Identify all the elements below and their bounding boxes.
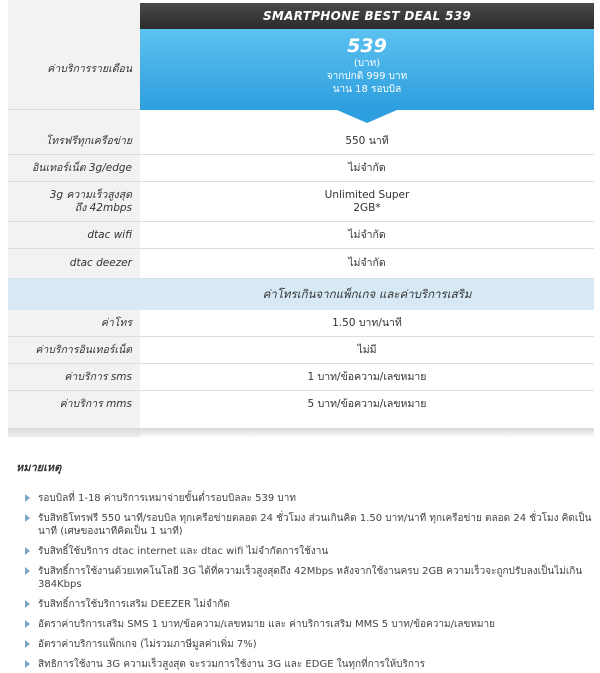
extra-row [8,310,594,337]
extra-row [8,391,594,418]
feature-row [8,249,594,279]
note-text: รับสิทธิ์การใช้บริการเสริม DEEZER ไม่จำกัด [38,599,230,610]
note-item [16,512,596,538]
extra-value: 5 บาท/ข้อความ/เลขหมาย [307,398,427,410]
note-item [16,565,596,591]
bullet-arrow-icon [25,494,30,502]
feature-label: 3g ความเร็วสูงสุดถึง 42mbps [8,182,140,221]
price-value: 539 [347,35,387,57]
note-item [16,658,596,671]
extra-row [8,364,594,391]
bullet-arrow-icon [25,620,30,628]
bullet-arrow-icon [25,660,30,668]
feature-value: Unlimited Super 2GB* [324,188,410,214]
price-unit: (บาท) [353,58,381,69]
note-text: สิทธิการใช้งาน 3G ความเร็วสูงสุด จะรวมการใช้งาน 3G และ EDGE ในทุกที่การให้บริการ [38,659,425,670]
feature-value: ไม่จำกัด [348,228,386,241]
feature-row [8,155,594,182]
price-pointer-arrow [337,110,397,123]
feature-label: โทรฟรีทุกเครือข่าย [8,128,140,154]
extra-label: ค่าโทร [8,310,140,336]
extra-charges-header: ค่าโทรเกินจากแพ็กเกจ และค่าบริการเสริม [8,279,594,310]
feature-row [8,182,594,222]
regular-price: จากปกติ 999 บาท [326,71,408,82]
extra-value: ไม่มี [357,343,377,356]
note-text: รับสิทธิ์ใช้บริการ dtac internet และ dtac wifi ไม่จำกัดการใช้งาน [38,546,329,557]
feature-label: dtac wifi [8,222,140,248]
feature-value: ไม่จำกัด [348,257,386,269]
bullet-arrow-icon [25,547,30,555]
table-shadow [8,428,594,438]
note-text: อัตราค่าบริการแพ็กเกจ (ไม่รวมภาษีมูลค่าเพิ่ม 7%) [38,639,257,650]
price-box [140,29,594,110]
feature-value: 550 นาที [345,134,389,147]
notes-title: หมายเหตุ [16,461,62,474]
notes-section [16,458,596,673]
extra-value: 1.50 บาท/นาที [332,316,402,329]
extra-value: 1 บาท/ข้อความ/เลขหมาย [307,370,427,383]
package-table [8,0,594,437]
extra-row [8,337,594,364]
note-item [16,618,596,631]
bullet-arrow-icon [25,567,30,575]
extra-label: ค่าบริการอินเทอร์เน็ต [8,337,140,363]
feature-label: อินเทอร์เน็ต 3g/edge [8,155,140,181]
feature-row [8,128,594,155]
bullet-arrow-icon [25,640,30,648]
note-item [16,545,596,558]
note-item [16,598,596,611]
note-item [16,638,596,651]
feature-label: dtac deezer [8,249,140,278]
note-text: รับสิทธิโทรฟรี 550 นาที/รอบบิล ทุกเครือข่ายตลอด 24 ชั่วโมง ส่วนเกินคิด 1.50 บาท/นาที ทุกเครือข่าย ตลอด 24 ชั่วโมง คิดเป็นนาที (เศษของนาทีคิดเป็น 1 นาที) [38,513,592,537]
extra-label: ค่าบริการ sms [8,364,140,390]
extra-label: ค่าบริการ mms [8,391,140,418]
note-text: รอบบิลที่ 1-18 ค่าบริการเหมาจ่ายขั้นต่ำรอบบิลละ 539 บาท [38,493,296,504]
feature-value: ไม่จำกัด [348,161,386,174]
package-name-header: SMARTPHONE BEST DEAL 539 [140,3,594,29]
note-text: อัตราค่าบริการเสริม SMS 1 บาท/ข้อความ/เลขหมาย และ ค่าบริการเสริม MMS 5 บาท/ข้อความ/เลขหมาย [38,619,495,630]
note-text: รับสิทธิ์การใช้งานด้วยเทคโนโลยี 3G ได้ที่ความเร็วสูงสุดถึง 42Mbps หลังจากใช้งานครบ 2GB ความเร็วจะถูกปรับลงเป็นไม่เกิน 384Kbps [38,566,583,590]
price-duration: นาน 18 รอบบิล [332,84,402,95]
feature-row [8,222,594,249]
bullet-arrow-icon [25,600,30,608]
bullet-arrow-icon [25,514,30,522]
note-item [16,492,596,505]
monthly-fee-label: ค่าบริการรายเดือน [8,29,140,109]
